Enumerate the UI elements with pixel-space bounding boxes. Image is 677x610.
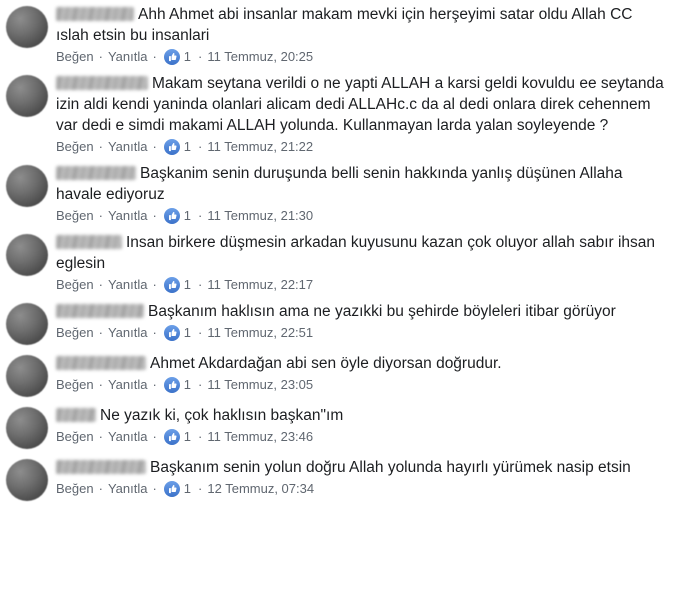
comment-body: [56, 73, 669, 155]
comment-message: Başkanim senin duruşunda belli senin hakkında yanlış düşünen Allaha havale ediyoruz: [56, 165, 623, 203]
comment-author-name[interactable]: [56, 76, 148, 90]
action-separator: ·: [152, 139, 157, 154]
comment-text: [56, 73, 669, 136]
thumbs-up-icon: [164, 481, 180, 497]
action-separator: ·: [198, 139, 203, 154]
like-count: 1: [183, 377, 192, 392]
action-separator: ·: [98, 49, 103, 64]
action-separator: ·: [198, 481, 203, 496]
reply-button[interactable]: Yanıtla: [107, 481, 148, 496]
comment-author-name[interactable]: [56, 356, 146, 370]
comment-timestamp[interactable]: 11 Temmuz, 21:30: [207, 208, 314, 223]
comment-item-6: [0, 349, 677, 401]
comment-timestamp[interactable]: 11 Temmuz, 23:05: [207, 377, 314, 392]
comment-author-name[interactable]: [56, 166, 136, 180]
comment-actions: [56, 277, 669, 293]
comment-body: [56, 405, 669, 445]
like-count: 1: [183, 139, 192, 154]
action-separator: ·: [198, 208, 203, 223]
reply-button[interactable]: Yanıtla: [107, 429, 148, 444]
avatar[interactable]: [6, 165, 48, 207]
action-separator: ·: [152, 49, 157, 64]
comment-message: Makam seytana verildi o ne yapti ALLAH a karsi geldi kovuldu ee seytanda izin aldi kendi yaninda olanlari alicam dedi ALLAHc.c da al dedi onlara direk cehennem var dedi e simdi makami ALLAH yolunda. Kullanmayan larda yalan soyleyende ?: [56, 75, 664, 134]
like-badge[interactable]: [164, 377, 193, 393]
avatar[interactable]: [6, 459, 48, 501]
comment-item-4: [0, 228, 677, 297]
like-badge[interactable]: [164, 325, 193, 341]
comment-message: Ahh Ahmet abi insanlar makam mevki için herşeyimi satar oldu Allah CC ıslah etsin bu insanlari: [56, 6, 633, 44]
thumbs-up-icon: [164, 208, 180, 224]
comment-timestamp[interactable]: 12 Temmuz, 07:34: [207, 481, 315, 496]
comment-text: [56, 163, 669, 205]
comment-message: Ne yazık ki, çok haklısın başkan"ım: [100, 407, 344, 424]
action-separator: ·: [198, 49, 203, 64]
comment-message: Başkanım senin yolun doğru Allah yolunda hayırlı yürümek nasip etsin: [150, 459, 631, 476]
like-badge[interactable]: [164, 49, 193, 65]
comment-timestamp[interactable]: 11 Temmuz, 22:17: [207, 277, 314, 292]
reply-button[interactable]: Yanıtla: [107, 208, 148, 223]
avatar[interactable]: [6, 303, 48, 345]
like-button[interactable]: Beğen: [56, 325, 94, 340]
reply-button[interactable]: Yanıtla: [107, 277, 148, 292]
like-badge[interactable]: [164, 429, 193, 445]
comment-message: Insan birkere düşmesin arkadan kuyusunu kazan çok oluyor allah sabır ihsan eglesin: [56, 234, 656, 272]
action-separator: ·: [98, 139, 103, 154]
comment-timestamp[interactable]: 11 Temmuz, 23:46: [207, 429, 314, 444]
comment-author-name[interactable]: [56, 304, 144, 318]
action-separator: ·: [98, 325, 103, 340]
like-badge[interactable]: [164, 139, 193, 155]
thumbs-up-icon: [164, 377, 180, 393]
like-count: 1: [183, 277, 192, 292]
thumbs-up-icon: [164, 429, 180, 445]
action-separator: ·: [152, 429, 157, 444]
like-count: 1: [183, 325, 192, 340]
like-button[interactable]: Beğen: [56, 429, 94, 444]
reply-button[interactable]: Yanıtla: [107, 49, 148, 64]
like-button[interactable]: Beğen: [56, 481, 94, 496]
comment-actions: [56, 429, 669, 445]
comment-message: Ahmet Akdardağan abi sen öyle diyorsan doğrudur.: [150, 355, 502, 372]
action-separator: ·: [98, 481, 103, 496]
comment-author-name[interactable]: [56, 408, 96, 422]
comment-text: [56, 232, 669, 274]
like-count: 1: [183, 429, 192, 444]
action-separator: ·: [198, 377, 203, 392]
thumbs-up-icon: [164, 325, 180, 341]
comment-text: [56, 405, 669, 426]
comment-body: [56, 163, 669, 224]
like-button[interactable]: Beğen: [56, 277, 94, 292]
action-separator: ·: [198, 325, 203, 340]
comment-text: [56, 4, 669, 46]
action-separator: ·: [152, 208, 157, 223]
avatar[interactable]: [6, 75, 48, 117]
action-separator: ·: [152, 377, 157, 392]
action-separator: ·: [98, 208, 103, 223]
like-badge[interactable]: [164, 481, 193, 497]
like-button[interactable]: Beğen: [56, 377, 94, 392]
action-separator: ·: [98, 277, 103, 292]
like-count: 1: [183, 481, 192, 496]
thumbs-up-icon: [164, 277, 180, 293]
like-button[interactable]: Beğen: [56, 49, 94, 64]
comment-author-name[interactable]: [56, 7, 134, 21]
comment-actions: [56, 208, 669, 224]
thumbs-up-icon: [164, 49, 180, 65]
comment-author-name[interactable]: [56, 235, 122, 249]
comment-body: [56, 301, 669, 341]
like-count: 1: [183, 208, 192, 223]
comment-timestamp[interactable]: 11 Temmuz, 21:22: [207, 139, 314, 154]
comment-item-7: [0, 401, 677, 453]
comment-actions: [56, 481, 669, 497]
thumbs-up-icon: [164, 139, 180, 155]
action-separator: ·: [98, 429, 103, 444]
action-separator: ·: [152, 481, 157, 496]
avatar[interactable]: [6, 407, 48, 449]
like-badge[interactable]: [164, 208, 193, 224]
like-button[interactable]: Beğen: [56, 139, 94, 154]
reply-button[interactable]: Yanıtla: [107, 325, 148, 340]
comment-actions: [56, 325, 669, 341]
action-separator: ·: [198, 277, 203, 292]
comment-actions: [56, 139, 669, 155]
comment-item-8: [0, 453, 677, 505]
comment-text: [56, 353, 669, 374]
avatar[interactable]: [6, 6, 48, 48]
comment-item-1: [0, 0, 677, 69]
comment-body: [56, 457, 669, 497]
like-button[interactable]: Beğen: [56, 208, 94, 223]
avatar[interactable]: [6, 355, 48, 397]
like-badge[interactable]: [164, 277, 193, 293]
action-separator: ·: [198, 429, 203, 444]
comment-actions: [56, 377, 669, 393]
comment-message: Başkanım haklısın ama ne yazıkki bu şehirde böyleleri itibar görüyor: [148, 303, 616, 320]
action-separator: ·: [152, 277, 157, 292]
comment-body: [56, 4, 669, 65]
avatar[interactable]: [6, 234, 48, 276]
comment-text: [56, 301, 669, 322]
comment-timestamp[interactable]: 11 Temmuz, 22:51: [207, 325, 314, 340]
reply-button[interactable]: Yanıtla: [107, 139, 148, 154]
comment-timestamp[interactable]: 11 Temmuz, 20:25: [207, 49, 314, 64]
action-separator: ·: [98, 377, 103, 392]
comment-body: [56, 353, 669, 393]
comment-author-name[interactable]: [56, 460, 146, 474]
comment-item-2: [0, 69, 677, 159]
comment-item-3: [0, 159, 677, 228]
reply-button[interactable]: Yanıtla: [107, 377, 148, 392]
action-separator: ·: [152, 325, 157, 340]
comment-item-5: [0, 297, 677, 349]
comment-text: [56, 457, 669, 478]
comment-actions: [56, 49, 669, 65]
like-count: 1: [183, 49, 192, 64]
comment-body: [56, 232, 669, 293]
